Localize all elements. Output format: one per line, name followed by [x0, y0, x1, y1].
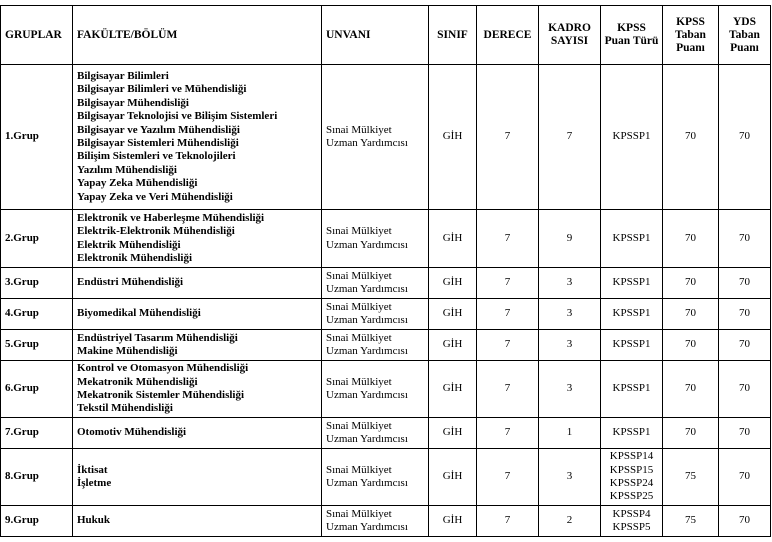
derece-cell-text: 7: [504, 382, 511, 395]
puan-turu-cell-text: KPSSP1: [612, 338, 651, 351]
fakulte-cell: [73, 65, 322, 210]
fakulte-cell-text: Yazılım Mühendisliği: [77, 163, 177, 176]
sinif-cell: [429, 418, 477, 449]
unvan-cell: [322, 449, 429, 506]
grup-cell-text: 9.Grup: [5, 514, 39, 527]
sinif-cell-text: GİH: [442, 276, 463, 289]
unvan-cell-text: Uzman Yardımcısı: [326, 389, 408, 401]
header-sinif: SINIF: [429, 6, 477, 65]
unvan-cell-text: Uzman Yardımcısı: [326, 283, 408, 295]
derece-cell: [477, 210, 539, 268]
sinif-cell-text: GİH: [442, 307, 463, 320]
kadro-cell: [539, 210, 601, 268]
fakulte-cell: [73, 330, 322, 361]
derece-cell: [477, 361, 539, 418]
puan-turu-cell-text: KPSSP1: [612, 307, 651, 320]
derece-cell-text: 7: [504, 338, 511, 351]
puan-turu-cell: [601, 506, 663, 537]
table-row: [1, 418, 771, 449]
sinif-cell-text: GİH: [442, 382, 463, 395]
yds-taban-cell-text: 70: [739, 307, 750, 320]
sinif-cell: [429, 299, 477, 330]
puan-turu-cell-text: KPSSP24: [609, 477, 654, 489]
puan-turu-cell-text: KPSSP1: [612, 130, 651, 143]
grup-cell-text: 1.Grup: [5, 130, 39, 143]
fakulte-cell-text: İktisat: [77, 463, 108, 476]
derece-cell: [477, 506, 539, 537]
puan-turu-cell-text: KPSSP1: [612, 426, 651, 439]
kadro-cell: [539, 506, 601, 537]
unvan-cell-text: Sınai Mülkiyet: [326, 225, 392, 238]
table-row: [1, 299, 771, 330]
yds-taban-cell: [719, 330, 771, 361]
fakulte-cell-text: Bilgisayar Bilimleri ve Mühendisliği: [77, 83, 247, 96]
grup-cell-text: 5.Grup: [5, 338, 39, 351]
puan-turu-cell: [601, 65, 663, 210]
yds-taban-cell-text: 70: [739, 514, 750, 527]
kpss-taban-cell-text: 70: [685, 231, 696, 244]
kpss-taban-cell: [663, 268, 719, 299]
sinif-cell: [429, 268, 477, 299]
fakulte-cell-text: İşletme: [77, 477, 112, 489]
grup-cell: [1, 506, 73, 537]
derece-cell: [477, 330, 539, 361]
derece-cell-text: 7: [504, 470, 511, 483]
kadro-cell-text: 1: [566, 426, 573, 439]
fakulte-cell-text: Elektronik ve Haberleşme Mühendisliği: [77, 211, 265, 224]
header-gruplar: GRUPLAR: [1, 6, 73, 65]
kpss-taban-cell-text: 70: [685, 130, 696, 143]
puan-turu-cell: [601, 449, 663, 506]
puan-turu-cell: [601, 210, 663, 268]
sinif-cell-text: GİH: [442, 130, 463, 143]
yds-taban-cell: [719, 210, 771, 268]
puan-turu-cell-text: KPSSP5: [612, 521, 651, 533]
fakulte-cell-text: Bilgisayar Bilimleri: [77, 69, 169, 82]
grup-cell: [1, 330, 73, 361]
kadro-cell: [539, 299, 601, 330]
fakulte-cell: [73, 506, 322, 537]
kadro-cell-text: 3: [566, 382, 573, 395]
derece-cell-text: 7: [504, 276, 511, 289]
kadro-table: [0, 5, 771, 537]
grup-cell: [1, 299, 73, 330]
unvan-cell: [322, 506, 429, 537]
unvan-cell-text: Uzman Yardımcısı: [326, 477, 408, 489]
fakulte-cell-text: Kontrol ve Otomasyon Mühendisliği: [77, 362, 249, 375]
table-row: [1, 361, 771, 418]
sinif-cell: [429, 210, 477, 268]
table-row: [1, 449, 771, 506]
kpss-taban-cell: [663, 65, 719, 210]
fakulte-cell: [73, 299, 322, 330]
table-row: [1, 210, 771, 268]
fakulte-cell-text: Biyomedikal Mühendisliği: [77, 307, 201, 320]
fakulte-cell-text: Tekstil Mühendisliği: [77, 402, 173, 415]
unvan-cell-text: Uzman Yardımcısı: [326, 238, 408, 251]
kadro-cell: [539, 268, 601, 299]
header-row: [1, 6, 771, 65]
yds-taban-cell-text: 70: [739, 426, 750, 439]
grup-cell: [1, 65, 73, 210]
unvan-cell-text: Sınai Mülkiyet: [326, 269, 392, 282]
kpss-taban-cell-text: 70: [685, 276, 696, 289]
fakulte-cell-text: Bilgisayar Sistemleri Mühendisliği: [77, 137, 239, 149]
puan-turu-cell-text: KPSSP1: [612, 276, 651, 289]
yds-taban-cell: [719, 65, 771, 210]
puan-turu-cell: [601, 330, 663, 361]
header-unvani: UNVANI: [322, 6, 429, 65]
unvan-cell-text: Sınai Mülkiyet: [326, 375, 392, 388]
puan-turu-cell: [601, 361, 663, 418]
fakulte-cell-text: Yapay Zeka ve Veri Mühendisliği: [77, 190, 233, 203]
sinif-cell-text: GİH: [442, 426, 463, 439]
sinif-cell: [429, 361, 477, 418]
yds-taban-cell-text: 70: [739, 382, 750, 395]
sinif-cell: [429, 65, 477, 210]
header-kadro: KADRO SAYISI: [539, 6, 601, 65]
grup-cell-text: 4.Grup: [5, 307, 39, 320]
kpss-taban-cell: [663, 449, 719, 506]
fakulte-cell: [73, 449, 322, 506]
puan-turu-cell-text: KPSSP25: [609, 490, 654, 503]
fakulte-cell-text: Mekatronik Mühendisliği: [77, 375, 198, 388]
yds-taban-cell-text: 70: [739, 470, 750, 483]
grup-cell: [1, 210, 73, 268]
grup-cell: [1, 361, 73, 418]
unvan-cell-text: Sınai Mülkiyet: [326, 300, 392, 313]
fakulte-cell-text: Otomotiv Mühendisliği: [77, 426, 187, 439]
header-kpss-puan-turu: KPSS Puan Türü: [601, 6, 663, 65]
header-yds-taban: YDS Taban Puanı: [719, 6, 771, 65]
kpss-taban-cell: [663, 210, 719, 268]
fakulte-cell-text: Makine Mühendisliği: [77, 345, 178, 357]
yds-taban-cell: [719, 506, 771, 537]
sinif-cell: [429, 449, 477, 506]
kpss-taban-cell-text: 70: [685, 307, 696, 320]
fakulte-cell-text: Bilgisayar Mühendisliği: [77, 96, 189, 109]
unvan-cell-text: Uzman Yardımcısı: [326, 521, 408, 533]
sinif-cell-text: GİH: [442, 470, 463, 483]
kpss-taban-cell-text: 70: [685, 426, 696, 439]
unvan-cell: [322, 361, 429, 418]
yds-taban-cell: [719, 268, 771, 299]
fakulte-cell: [73, 418, 322, 449]
kpss-taban-cell: [663, 506, 719, 537]
fakulte-cell-text: Elektrik-Elektronik Mühendisliği: [77, 225, 235, 238]
kadro-cell-text: 3: [566, 338, 573, 351]
unvan-cell: [322, 65, 429, 210]
kpss-taban-cell-text: 75: [685, 470, 696, 483]
grup-cell-text: 7.Grup: [5, 426, 39, 439]
sinif-cell-text: GİH: [442, 514, 463, 527]
yds-taban-cell: [719, 361, 771, 418]
puan-turu-cell-text: KPSSP1: [612, 382, 651, 395]
unvan-cell-text: Uzman Yardımcısı: [326, 433, 408, 445]
table-row: [1, 268, 771, 299]
fakulte-cell-text: Mekatronik Sistemler Mühendisliği: [77, 389, 245, 401]
unvan-cell: [322, 418, 429, 449]
kadro-cell-text: 3: [566, 276, 573, 289]
fakulte-cell: [73, 361, 322, 418]
puan-turu-cell: [601, 299, 663, 330]
kpss-taban-cell: [663, 418, 719, 449]
kadro-cell: [539, 330, 601, 361]
unvan-cell-text: Uzman Yardımcısı: [326, 314, 408, 326]
unvan-cell-text: Uzman Yardımcısı: [326, 345, 408, 357]
grup-cell-text: 2.Grup: [5, 231, 39, 244]
puan-turu-cell-text: KPSSP4: [612, 507, 651, 520]
kpss-taban-cell: [663, 330, 719, 361]
kadro-cell-text: 2: [566, 514, 573, 527]
kpss-taban-cell-text: 70: [685, 338, 696, 351]
fakulte-cell-text: Endüstri Mühendisliği: [77, 276, 184, 289]
yds-taban-cell-text: 70: [739, 130, 750, 143]
table-row: [1, 506, 771, 537]
unvan-cell-text: Sınai Mülkiyet: [326, 419, 392, 432]
puan-turu-cell-text: KPSSP1: [612, 231, 651, 244]
fakulte-cell-text: Bilgisayar Teknolojisi ve Bilişim Sistemleri: [77, 110, 278, 123]
sinif-cell-text: GİH: [442, 231, 463, 244]
puan-turu-cell-text: KPSSP14: [609, 450, 654, 463]
derece-cell-text: 7: [504, 130, 511, 143]
derece-cell: [477, 65, 539, 210]
kadro-cell: [539, 418, 601, 449]
grup-cell: [1, 418, 73, 449]
kpss-taban-cell-text: 70: [685, 382, 696, 395]
unvan-cell-text: Uzman Yardımcısı: [326, 137, 408, 149]
fakulte-cell-text: Hukuk: [77, 514, 111, 527]
unvan-cell: [322, 210, 429, 268]
kpss-taban-cell-text: 75: [685, 514, 696, 527]
kadro-cell: [539, 449, 601, 506]
kpss-taban-cell: [663, 299, 719, 330]
yds-taban-cell: [719, 449, 771, 506]
derece-cell: [477, 299, 539, 330]
yds-taban-cell: [719, 299, 771, 330]
grup-cell-text: 3.Grup: [5, 276, 39, 289]
kadro-cell-text: 3: [566, 470, 573, 483]
yds-taban-cell-text: 70: [739, 276, 750, 289]
derece-cell: [477, 449, 539, 506]
fakulte-cell-text: Yapay Zeka Mühendisliği: [77, 177, 198, 190]
kadro-cell-text: 9: [566, 231, 573, 244]
fakulte-cell: [73, 210, 322, 268]
unvan-cell: [322, 299, 429, 330]
table-row: [1, 330, 771, 361]
sinif-cell: [429, 506, 477, 537]
puan-turu-cell: [601, 418, 663, 449]
header-fakulte: FAKÜLTE/BÖLÜM: [73, 6, 322, 65]
kpss-taban-cell: [663, 361, 719, 418]
derece-cell: [477, 418, 539, 449]
unvan-cell-text: Sınai Mülkiyet: [326, 331, 392, 344]
table-body: [1, 65, 771, 537]
derece-cell-text: 7: [504, 514, 511, 527]
grup-cell: [1, 449, 73, 506]
fakulte-cell-text: Endüstriyel Tasarım Mühendisliği: [77, 331, 238, 344]
unvan-cell: [322, 268, 429, 299]
kadro-cell: [539, 65, 601, 210]
fakulte-cell-text: Elektronik Mühendisliği: [77, 251, 193, 264]
fakulte-cell-text: Bilişim Sistemleri ve Teknolojileri: [77, 150, 236, 163]
puan-turu-cell: [601, 268, 663, 299]
unvan-cell-text: Sınai Mülkiyet: [326, 507, 392, 520]
unvan-cell: [322, 330, 429, 361]
unvan-cell-text: Sınai Mülkiyet: [326, 463, 392, 476]
yds-taban-cell-text: 70: [739, 338, 750, 351]
kadro-cell: [539, 361, 601, 418]
puan-turu-cell-text: KPSSP15: [609, 463, 654, 476]
yds-taban-cell: [719, 418, 771, 449]
sinif-cell: [429, 330, 477, 361]
grup-cell: [1, 268, 73, 299]
derece-cell-text: 7: [504, 231, 511, 244]
fakulte-cell-text: Elektrik Mühendisliği: [77, 238, 181, 251]
fakulte-cell-text: Bilgisayar ve Yazılım Mühendisliği: [77, 123, 240, 136]
kadro-cell-text: 7: [566, 130, 573, 143]
header-derece: DERECE: [477, 6, 539, 65]
derece-cell-text: 7: [504, 426, 511, 439]
kadro-cell-text: 3: [566, 307, 573, 320]
sinif-cell-text: GİH: [442, 338, 463, 351]
header-kpss-taban: KPSS Taban Puanı: [663, 6, 719, 65]
grup-cell-text: 8.Grup: [5, 470, 39, 483]
unvan-cell-text: Sınai Mülkiyet: [326, 123, 392, 136]
yds-taban-cell-text: 70: [739, 231, 750, 244]
grup-cell-text: 6.Grup: [5, 382, 39, 395]
derece-cell-text: 7: [504, 307, 511, 320]
table-row: [1, 65, 771, 210]
derece-cell: [477, 268, 539, 299]
fakulte-cell: [73, 268, 322, 299]
